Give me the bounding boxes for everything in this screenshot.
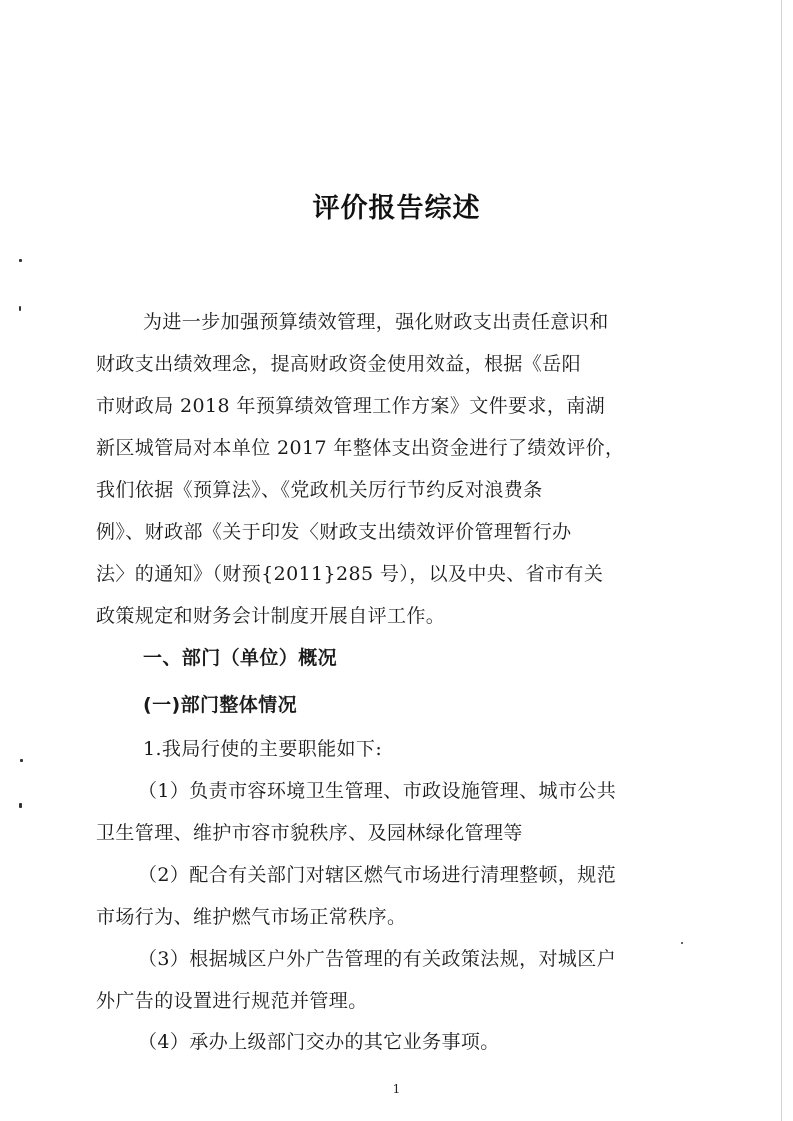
item-line: （4）承办上级部门交办的其它业务事项。 xyxy=(138,1031,500,1053)
scan-speck xyxy=(20,759,23,762)
intro-line: 财政支出绩效理念，提高财政资金使用效益，根据《岳阳 xyxy=(96,353,582,375)
item-line: （2）配合有关部门对辖区燃气市场进行清理整顿，规范 xyxy=(138,864,617,886)
item-line: 卫生管理、维护市容市貌秩序、及园林绿化管理等 xyxy=(96,822,523,844)
intro-line: 政策规定和财务会计制度开展自评工作。 xyxy=(96,605,446,627)
scan-edge-line xyxy=(781,0,782,1121)
intro-line: 我们依据《预算法》、《党政机关厉行节约反对浪费条 xyxy=(96,479,543,501)
intro-line: 新区城管局对本单位 2017 年整体支出资金进行了绩效评价， xyxy=(96,437,625,459)
item-line: （1）负责市容环境卫生管理、市政设施管理、城市公共 xyxy=(138,780,617,802)
intro-line: 法〉的通知》（财预{2011}285 号），以及中央、省市有关 xyxy=(96,563,604,585)
intro-line: 例》、财政部《关于印发〈财政支出绩效评价管理暂行办 xyxy=(96,521,572,543)
scan-speck xyxy=(19,306,21,311)
function-intro: 1.我局行使的主要职能如下: xyxy=(143,738,383,760)
scan-speck xyxy=(19,803,22,808)
document-title: 评价报告综述 xyxy=(312,193,481,224)
item-line: 市场行为、维护燃气市场正常秩序。 xyxy=(96,906,407,928)
subsection-heading: (一)部门整体情况 xyxy=(143,694,297,716)
section-heading: 一、部门（单位）概况 xyxy=(143,647,338,669)
scan-speck xyxy=(19,259,22,262)
item-line: （3）根据城区户外广告管理的有关政策法规，对城区户 xyxy=(138,948,617,970)
item-line: 外广告的设置进行规范并管理。 xyxy=(96,990,368,1012)
scan-speck xyxy=(681,942,683,944)
intro-line: 市财政局 2018 年预算绩效管理工作方案》文件要求，南湖 xyxy=(96,395,606,417)
page-number: 1 xyxy=(392,1082,401,1096)
intro-line: 为进一步加强预算绩效管理，强化财政支出责任意识和 xyxy=(143,311,609,333)
